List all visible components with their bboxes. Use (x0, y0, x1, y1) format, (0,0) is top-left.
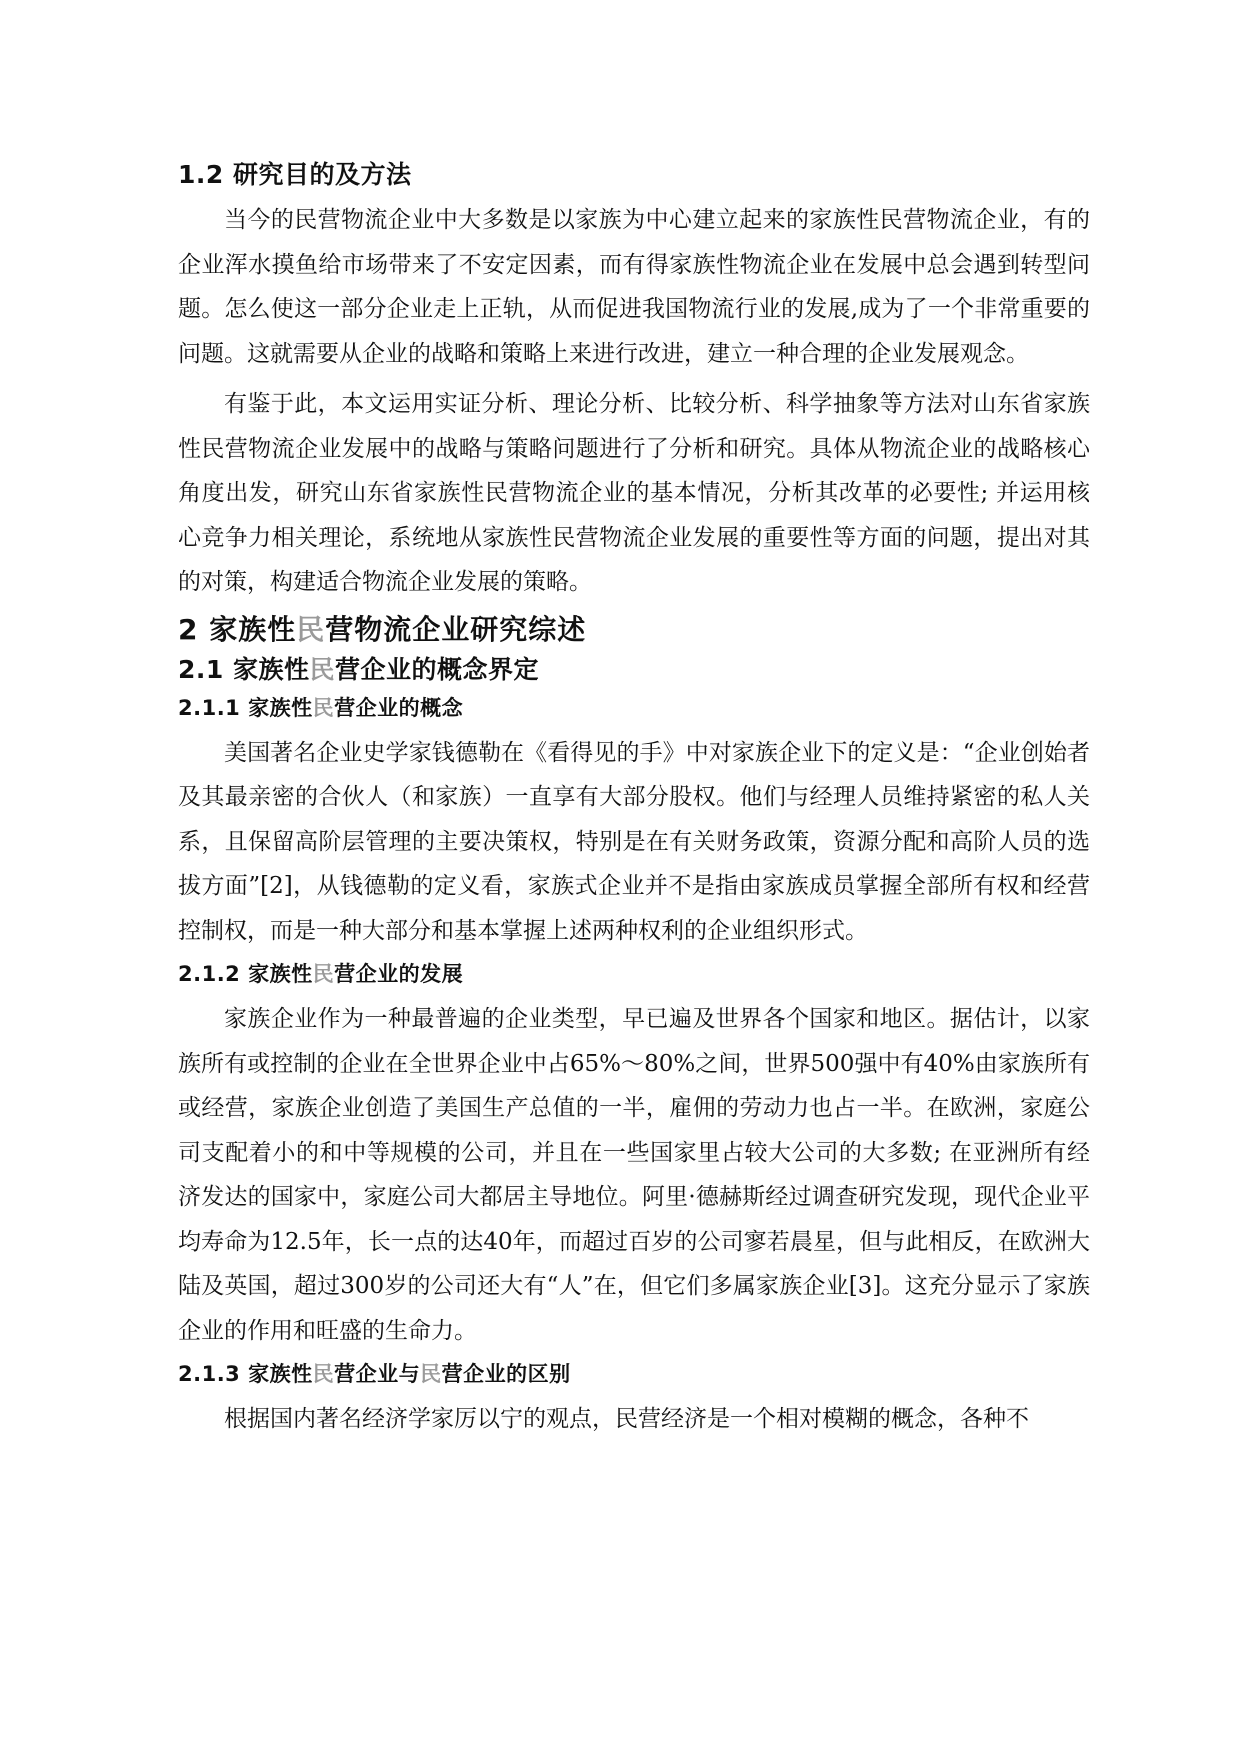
heading-text: 营企业的概念 (334, 695, 464, 720)
heading-text: 1.2 研究目的及方法 (178, 160, 412, 189)
heading-text-highlight: 民 (420, 1362, 442, 1386)
chapter-heading-2 (178, 611, 1090, 649)
subsection-heading-2-1-1 (178, 693, 1090, 723)
heading-text: 2.1.3 家族性 (178, 1362, 313, 1386)
subsection-heading-2-1-3 (178, 1359, 1090, 1389)
heading-text: 营企业与 (334, 1362, 421, 1386)
heading-text-highlight: 民 (312, 695, 335, 720)
heading-text-highlight: 民 (312, 1362, 335, 1386)
paragraph: 美国著名企业史学家钱德勒在《看得见的手》中对家族企业下的定义是：“企业创始者及其最亲密的合伙人（和家族）一直享有大部分股权。他们与经理人员维持紧密的私人关系，且保留高阶层管理的主要决策权，特别是在有关财务政策，资源分配和高阶人员的选拔方面”[2]，从钱德勒的定义看，家族式企业并不是指由家族成员掌握全部所有权和经营控制权，而是一种大部分和基本掌握上述两种权利的企业组织形式。 (178, 739, 1090, 944)
subsection-heading-2-1-2 (178, 959, 1090, 989)
heading-text: 2.1.2 家族性 (178, 962, 313, 986)
paragraph: 当今的民营物流企业中大多数是以家族为中心建立起来的家族性民营物流企业，有的企业浑水摸鱼给市场带来了不安定因素，而有得家族性物流企业在发展中总会遇到转型问题。怎么使这一部分企业走上正轨，从而促进我国物流行业的发展,成为了一个非常重要的问题。这就需要从企业的战略和策略上来进行改进，建立一种合理的企业发展观念。 (178, 207, 1090, 367)
paragraph: 有鉴于此，本文运用实证分析、理论分析、比较分析、科学抽象等方法对山东省家族性民营物流企业发展中的战略与策略问题进行了分析和研究。具体从物流企业的战略核心角度出发，研究山东省家族性民营物流企业的基本情况，分析其改革的必要性; 并运用核心竞争力相关理论，系统地从家族性民营物流企业发展的重要性等方面的问题，提出对其的对策，构建适合物流企业发展的策略。 (178, 391, 1090, 595)
heading-text: 营物流企业研究综述 (325, 612, 587, 646)
section-heading-1-2 (178, 158, 1090, 192)
heading-text: 营企业的概念界定 (335, 654, 540, 684)
heading-text: 2 家族性 (178, 612, 297, 646)
heading-text-highlight: 民 (309, 654, 336, 684)
heading-text: 营企业的区别 (441, 1362, 571, 1386)
heading-text: 2.1.1 家族性 (178, 695, 313, 720)
document-page (178, 158, 1090, 1448)
section-heading-2-1 (178, 653, 1090, 687)
paragraph: 家族企业作为一种最普遍的企业类型，早已遍及世界各个国家和地区。据估计，以家族所有或控制的企业在全世界企业中占65%～80%之间，世界500强中有40%由家族所有或经营，家族企业创造了美国生产总值的一半，雇佣的劳动力也占一半。在欧洲，家庭公司支配着小的和中等规模的公司，并且在一些国家里占较大公司的大多数; 在亚洲所有经济发达的国家中，家庭公司大都居主导地位。阿里·德赫斯经过调查研究发现，现代企业平均寿命为12.5年，长一点的达40年，而超过百岁的公司寥若晨星，但与此相反，在欧洲大陆及英国，超过300岁的公司还大有“人”在，但它们多属家族企业[3]。这充分显示了家族企业的作用和旺盛的生命力。 (178, 1006, 1090, 1344)
heading-text: 营企业的发展 (334, 962, 464, 986)
heading-text-highlight: 民 (296, 612, 326, 646)
paragraph: 根据国内著名经济学家厉以宁的观点，民营经济是一个相对模糊的概念，各种不 (224, 1406, 1029, 1432)
heading-text: 2.1 家族性 (178, 654, 310, 684)
heading-text-highlight: 民 (312, 962, 335, 986)
